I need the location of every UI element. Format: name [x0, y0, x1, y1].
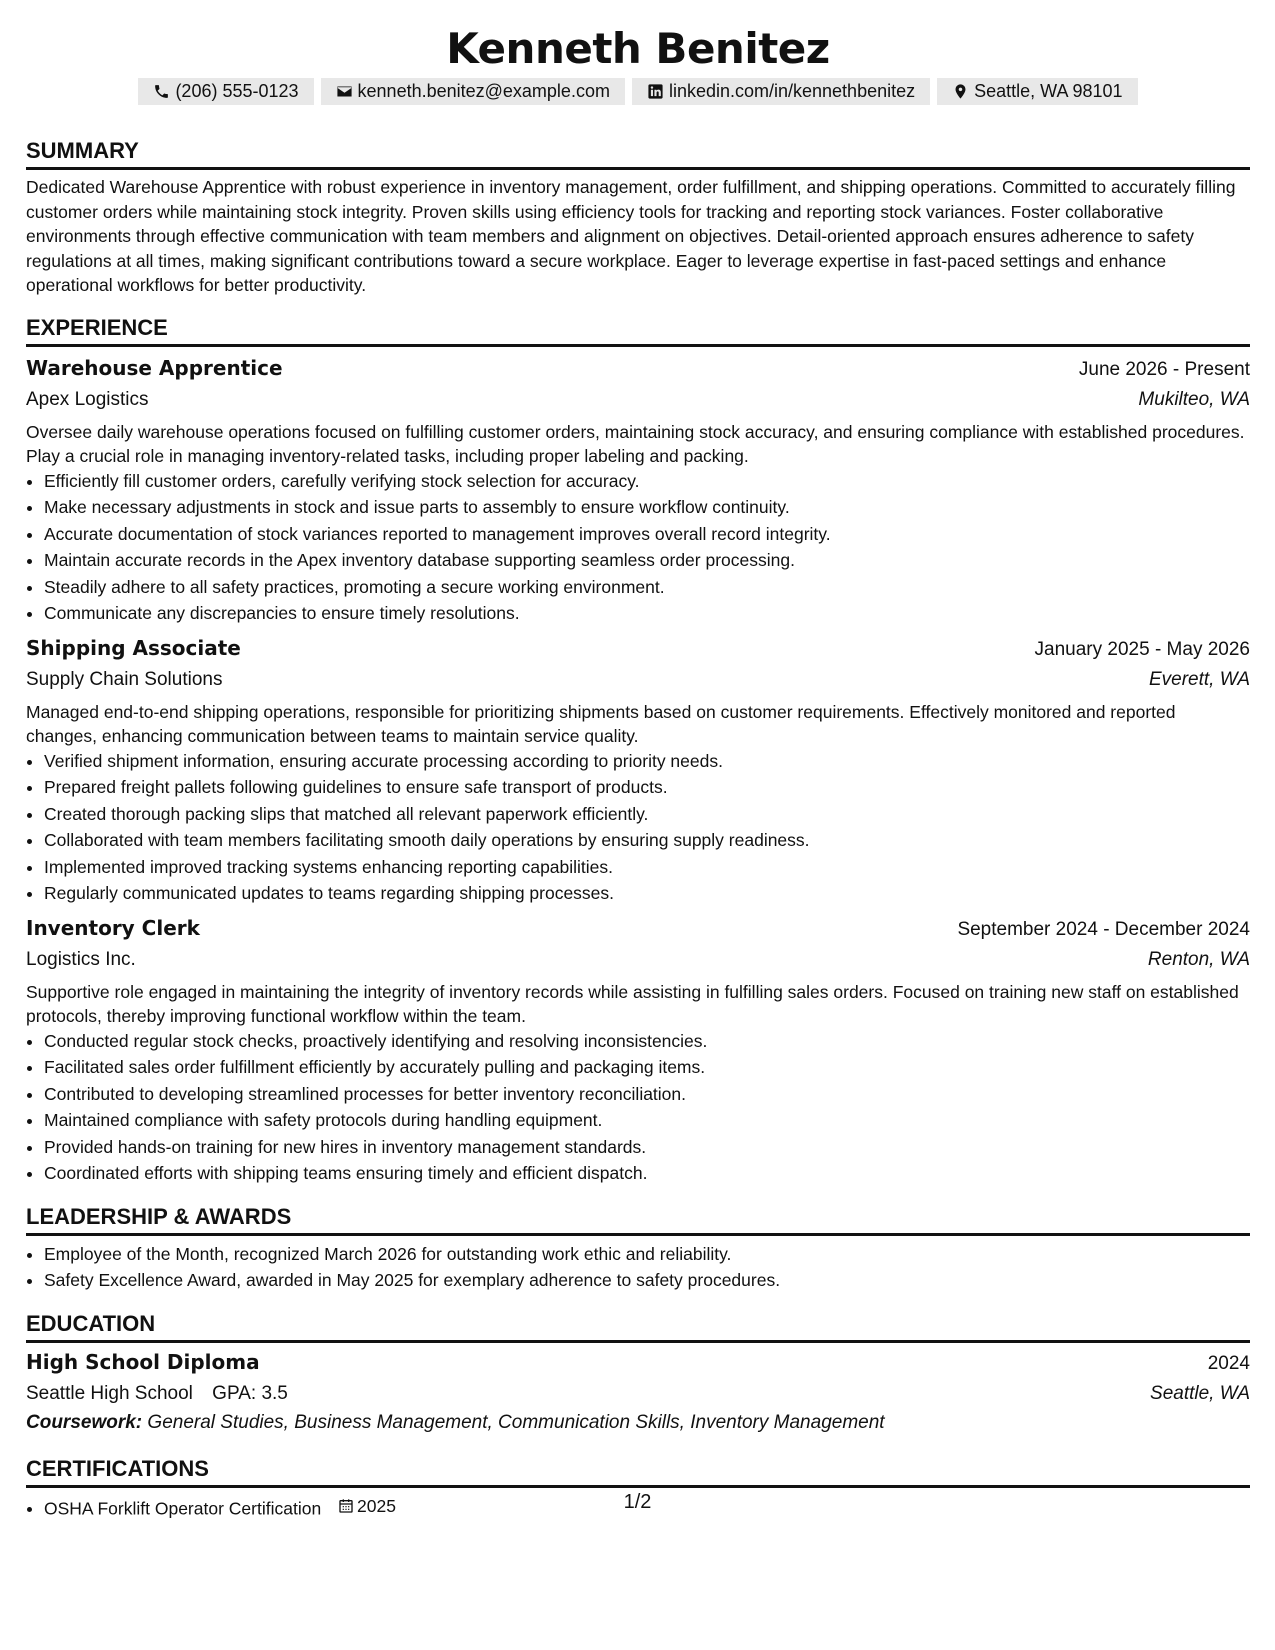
job-bullet: • Implemented improved tracking systems enhancing reporting capabilities. — [44, 854, 1250, 881]
certification-year: 2025 — [357, 1495, 396, 1516]
job-bullet: • Conducted regular stock checks, proactively identifying and resolving inconsistencies. — [44, 1028, 1250, 1055]
job-location: Everett, WA — [1148, 668, 1250, 690]
job-title: Warehouse Apprentice — [26, 355, 283, 380]
job-bullets — [26, 748, 1250, 907]
linkedin-icon — [647, 83, 664, 100]
job-company: Apex Logistics — [26, 388, 149, 410]
phone-icon — [153, 83, 170, 100]
job-entry — [26, 913, 1250, 1187]
phone-text: (206) 555-0123 — [175, 81, 299, 101]
coursework-label: Coursework: — [26, 1411, 143, 1433]
job-bullet: • Contributed to developing streamlined processes for better inventory reconciliation. — [44, 1081, 1250, 1108]
email-chip[interactable] — [321, 78, 625, 105]
job-dates: September 2024 - December 2024 — [957, 918, 1250, 940]
degree: High School Diploma — [26, 1349, 260, 1374]
leadership-heading: LEADERSHIP & AWARDS — [26, 1203, 1250, 1236]
job-bullets — [26, 468, 1250, 627]
award-item: • Safety Excellence Award, awarded in May 2025 for exemplary adherence to safety procedures. — [44, 1267, 1250, 1294]
job-location: Mukilteo, WA — [1138, 388, 1250, 410]
award-item: • Employee of the Month, recognized March 2026 for outstanding work ethic and reliability. — [44, 1241, 1250, 1268]
page-number: 1/2 — [623, 1491, 652, 1513]
coursework — [26, 1409, 1250, 1437]
linkedin-text: linkedin.com/in/kennethbenitez — [668, 81, 916, 101]
job-bullet: • Collaborated with team members facilitating smooth daily operations by ensuring supply readiness. — [44, 827, 1250, 854]
job-description: Managed end-to-end shipping operations, responsible for prioritizing shipments based on customer requirements. Effectively monitored and reported changes, enhancing communication between teams to maintain service quality. — [26, 701, 1176, 746]
job-description: Supportive role engaged in maintaining the integrity of inventory records while assisting in fulfilling sales orders. Focused on training new staff on established protocols, thereby improving functional workflow within the team. — [26, 981, 1239, 1026]
job-bullet: • Maintain accurate records in the Apex inventory database supporting seamless order processing. — [44, 547, 1250, 574]
map-pin-icon — [952, 83, 969, 100]
job-bullet: • Steadily adhere to all safety practices, promoting a secure working environment. — [44, 574, 1250, 601]
job-entry — [26, 633, 1250, 907]
job-bullet: • Regularly communicated updates to teams regarding shipping processes. — [44, 880, 1250, 907]
location-text: Seattle, WA 98101 — [974, 81, 1123, 101]
job-bullet: • Coordinated efforts with shipping teams ensuring timely and efficient dispatch. — [44, 1160, 1250, 1187]
email-text: kenneth.benitez@example.com — [357, 81, 610, 101]
location-chip — [937, 78, 1137, 105]
job-bullet: • Facilitated sales order fulfillment efficiently by accurately pulling and packaging items. — [44, 1054, 1250, 1081]
resume-page — [26, 0, 1250, 1521]
contact-bar — [26, 78, 1250, 105]
certification-name: OSHA Forklift Operator Certification — [44, 1497, 322, 1518]
gpa: GPA: 3.5 — [212, 1382, 288, 1404]
job-dates: January 2025 - May 2026 — [1034, 638, 1250, 660]
job-bullet: • Prepared freight pallets following guidelines to ensure safe transport of products. — [44, 774, 1250, 801]
linkedin-chip[interactable] — [632, 78, 930, 105]
graduation-year: 2024 — [1207, 1352, 1250, 1374]
job-bullet: • Efficiently fill customer orders, carefully verifying stock selection for accuracy. — [44, 468, 1250, 495]
job-bullet: • Make necessary adjustments in stock and issue parts to assembly to ensure workflow continuity. — [44, 494, 1250, 521]
certifications-heading: CERTIFICATIONS — [26, 1455, 1250, 1488]
job-description: Oversee daily warehouse operations focused on fulfilling customer orders, maintaining stock accuracy, and ensuring compliance with established procedures. Play a crucial role in managing inventory-related tasks, including proper labeling and packing. — [26, 421, 1245, 466]
summary-heading: SUMMARY — [26, 137, 1250, 170]
job-bullet: • Accurate documentation of stock variances reported to management improves overall record integrity. — [44, 521, 1250, 548]
phone-chip[interactable] — [138, 78, 313, 105]
job-entry — [26, 353, 1250, 627]
job-title: Shipping Associate — [26, 635, 241, 660]
job-bullet: • Verified shipment information, ensuring accurate processing according to priority needs. — [44, 748, 1250, 775]
job-bullet: • Created thorough packing slips that matched all relevant paperwork efficiently. — [44, 801, 1250, 828]
summary-text: Dedicated Warehouse Apprentice with robust experience in inventory management, order fulfillment, and shipping operations. Committed to accurately filling customer orders while maintaining stock integrity. Proven skills using efficiency tools for tracking and reporting stock variances. Foster collaborative environments through effective communication with team members and alignment on objectives. Detail-oriented approach ensures adherence to safety regulations at all times, making significant contributions toward a secure workplace. Eager to leverage expertise in fast-paced settings and enhance operational workflows for better productivity. — [26, 177, 1236, 295]
job-location: Renton, WA — [1147, 948, 1250, 970]
coursework-list: General Studies, Business Management, Communication Skills, Inventory Management — [147, 1411, 885, 1433]
education-heading: EDUCATION — [26, 1310, 1250, 1343]
candidate-name: Kenneth Benitez — [446, 24, 830, 73]
job-bullet: • Maintained compliance with safety protocols during handling equipment. — [44, 1107, 1250, 1134]
job-bullet: • Provided hands-on training for new hires in inventory management standards. — [44, 1134, 1250, 1161]
experience-heading: EXPERIENCE — [26, 314, 1250, 347]
job-dates: June 2026 - Present — [1078, 358, 1250, 380]
awards-list — [26, 1241, 1250, 1294]
job-company: Supply Chain Solutions — [26, 668, 223, 690]
school-location: Seattle, WA — [1150, 1382, 1250, 1404]
job-bullet: • Communicate any discrepancies to ensure timely resolutions. — [44, 600, 1250, 627]
job-bullets — [26, 1028, 1250, 1187]
job-company: Logistics Inc. — [26, 948, 136, 970]
school-name: Seattle High School — [26, 1382, 193, 1404]
envelope-icon — [336, 83, 353, 100]
job-title: Inventory Clerk — [26, 915, 200, 940]
